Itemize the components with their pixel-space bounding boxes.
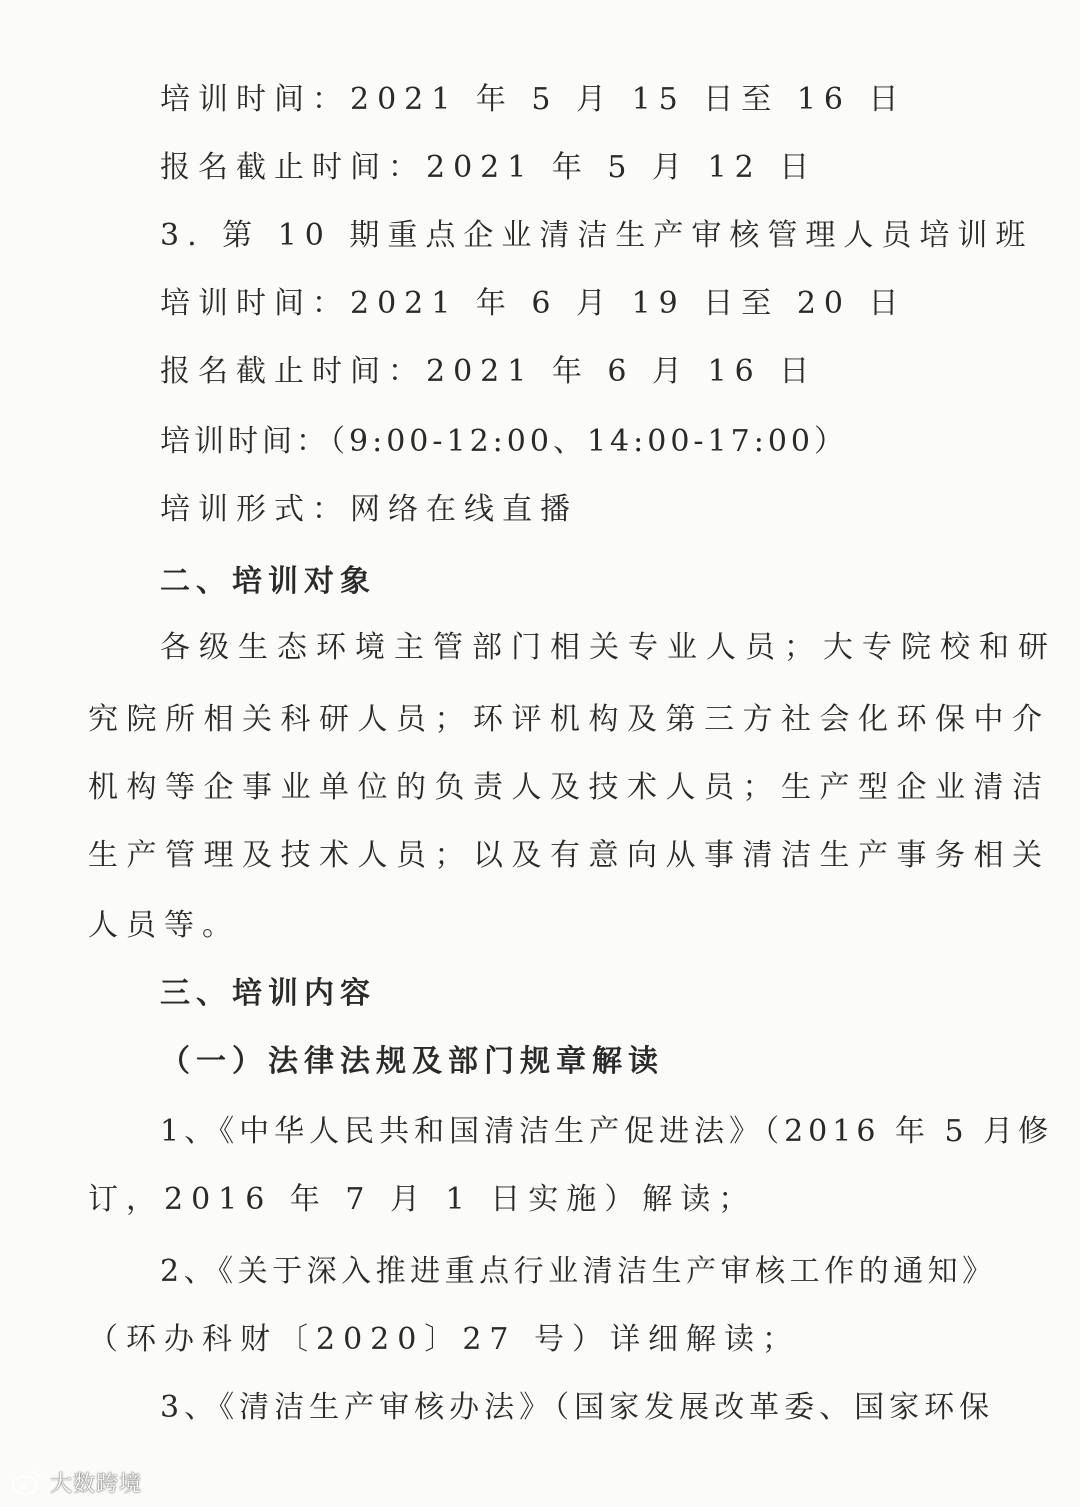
content-item-line: 3、《清洁生产审核办法》（国家发展改革委、国家环保	[160, 1390, 995, 1425]
class-10-title: 3. 第 10 期重点企业清洁生产审核管理人员培训班	[160, 218, 1034, 253]
section-2-paragraph-line: 各级生态环境主管部门相关专业人员；大专院校和研	[160, 630, 1057, 665]
section-2-paragraph-line: 究院所相关科研人员；环评机构及第三方社会化环保中介	[88, 702, 1051, 737]
training-format-line: 培训形式：网络在线直播	[160, 492, 578, 527]
weibo-like-logo-icon	[10, 1467, 44, 1497]
content-item-line: 订，2016 年 7 月 1 日实施）解读；	[88, 1182, 757, 1217]
subsection-1-heading: （一）法律法规及部门规章解读	[160, 1044, 664, 1079]
section-2-paragraph-line: 生产管理及技术人员；以及有意向从事清洁生产事务相关	[88, 838, 1051, 873]
watermark	[10, 1464, 142, 1500]
registration-deadline-line: 报名截止时间：2021 年 6 月 16 日	[160, 354, 818, 389]
training-time-line: 培训时间：2021 年 6 月 19 日至 20 日	[160, 286, 907, 321]
section-2-heading: 二、培训对象	[160, 564, 376, 599]
registration-deadline-line: 报名截止时间：2021 年 5 月 12 日	[160, 150, 818, 185]
content-item-line: 1、《中华人民共和国清洁生产促进法》（2016 年 5 月修	[160, 1114, 1054, 1149]
content-item-line: （环办科财〔2020〕27 号）详细解读；	[88, 1322, 801, 1357]
daily-hours-line: 培训时间：（9:00-12:00、14:00-17:00）	[160, 424, 849, 459]
content-item-line: 2、《关于深入推进重点行业清洁生产审核工作的通知》	[160, 1254, 997, 1289]
training-time-line: 培训时间：2021 年 5 月 15 日至 16 日	[160, 82, 907, 117]
section-3-heading: 三、培训内容	[160, 976, 376, 1011]
section-2-paragraph-line: 人员等。	[88, 908, 240, 943]
watermark-text: 大数跨境	[50, 1471, 143, 1497]
section-2-paragraph-line: 机构等企事业单位的负责人及技术人员；生产型企业清洁	[88, 770, 1051, 805]
